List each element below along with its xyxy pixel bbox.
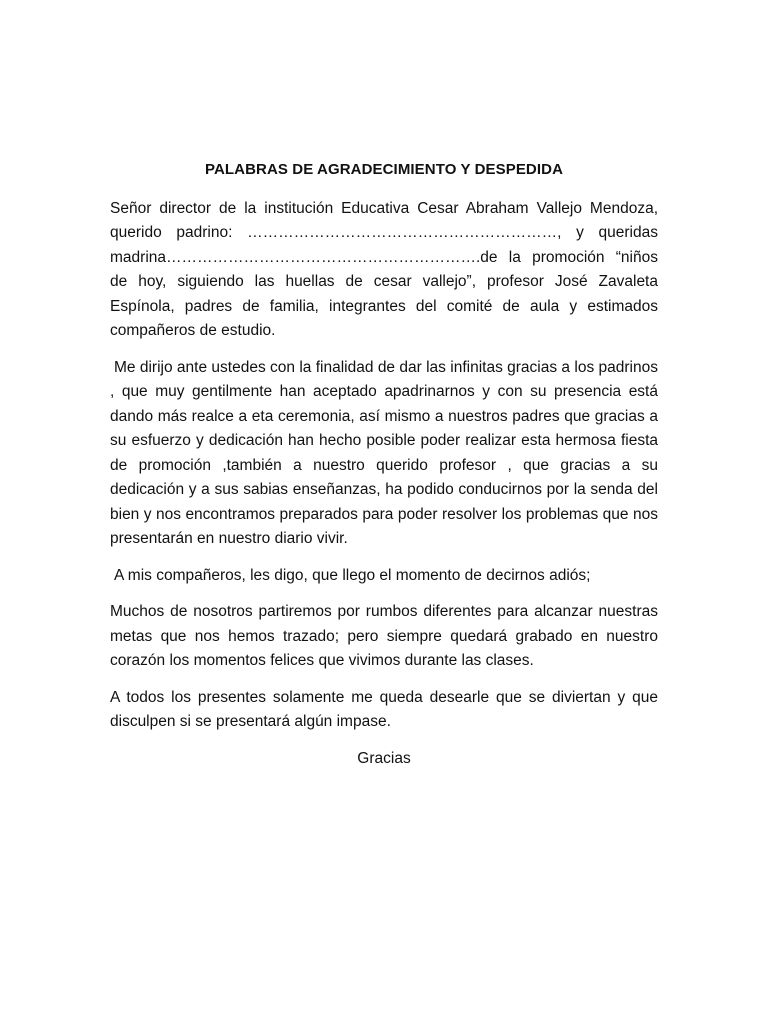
paragraph-closing-wish: A todos los presentes solamente me queda desearle que se diviertan y que disculpen si se presentará algún impase.: [110, 688, 658, 730]
paragraph-farewell: A mis compañeros, les digo, que llego el momento de decirnos adiós;: [114, 566, 591, 584]
closing-signoff: Gracias: [357, 749, 411, 767]
document-title: PALABRAS DE AGRADECIMIENTO Y DESPEDIDA: [204, 161, 563, 178]
paragraph-salutation: Señor director de la institución Educativa Cesar Abraham Vallejo Mendoza, querido padrino: ……………………………………………………, y queridas madrina…………………………………………………….de la promoción “niños de hoy, siguiendo las huellas de cesar vallejo”, profesor José Zavaleta Espínola, padres de familia, integrantes del comité de aula y estimados compañeros de estudio.: [110, 199, 658, 339]
paragraph-thanks: Me dirijo ante ustedes con la finalidad de dar las infinitas gracias a los padrinos , que muy gentilmente han aceptado apadrinarnos y con su presencia está dando más realce a eta ceremonia, así mismo a nuestros padres que gracias a su esfuerzo y dedicación han hecho posible poder realizar esta hermosa fiesta de promoción ,también a nuestro querido profesor , que gracias a su dedicación y a sus sabias enseñanzas, ha podido conducirnos por la senda del bien y nos encontramos preparados para poder resolver los problemas que nos presentarán en nuestro diario vivir.: [110, 358, 658, 547]
paragraph-paths: Muchos de nosotros partiremos por rumbos diferentes para alcanzar nuestras metas que nos hemos trazado; pero siempre quedará grabado en nuestro corazón los momentos felices que vivimos durante las clases.: [110, 603, 658, 669]
document-page: [110, 158, 658, 771]
